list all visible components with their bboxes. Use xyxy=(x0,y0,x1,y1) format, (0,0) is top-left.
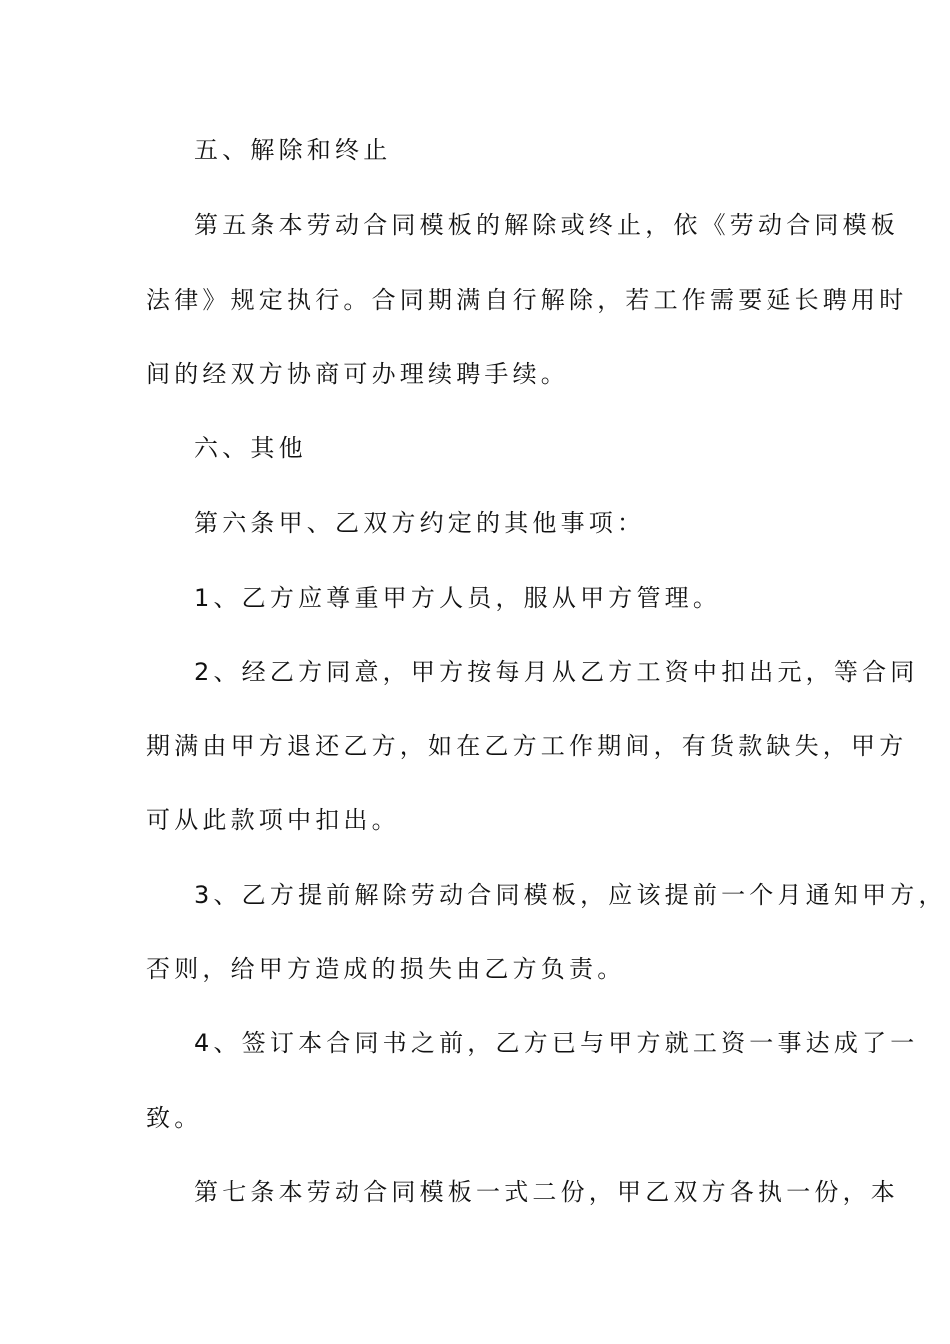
list-item-line: 4、签订本合同书之前，乙方已与甲方就工资一事达成了一 xyxy=(194,1029,919,1057)
paragraph-line: 间的经双方协商可办理续聘手续。 xyxy=(146,360,569,388)
paragraph-line: 致。 xyxy=(146,1104,203,1132)
paragraph-line: 法律》规定执行。合同期满自行解除，若工作需要延长聘用时 xyxy=(146,286,908,314)
paragraph-line: 期满由甲方退还乙方，如在乙方工作期间，有货款缺失，甲方 xyxy=(146,732,908,760)
list-item-line: 3、乙方提前解除劳动合同模板，应该提前一个月通知甲方， xyxy=(194,881,947,909)
paragraph-line: 可从此款项中扣出。 xyxy=(146,806,400,834)
paragraph-line: 第六条甲、乙双方约定的其他事项： xyxy=(194,509,646,537)
section-heading-other: 六、其他 xyxy=(194,434,307,462)
paragraph-line: 否则，给甲方造成的损失由乙方负责。 xyxy=(146,955,626,983)
section-heading-termination: 五、解除和终止 xyxy=(194,136,392,164)
list-item-line: 2、经乙方同意，甲方按每月从乙方工资中扣出元，等合同 xyxy=(194,658,919,686)
paragraph-line: 第五条本劳动合同模板的解除或终止，依《劳动合同模板 xyxy=(194,211,899,239)
list-item-line: 1、乙方应尊重甲方人员，服从甲方管理。 xyxy=(194,584,722,612)
paragraph-line: 第七条本劳动合同模板一式二份，甲乙双方各执一份，本 xyxy=(194,1178,899,1206)
